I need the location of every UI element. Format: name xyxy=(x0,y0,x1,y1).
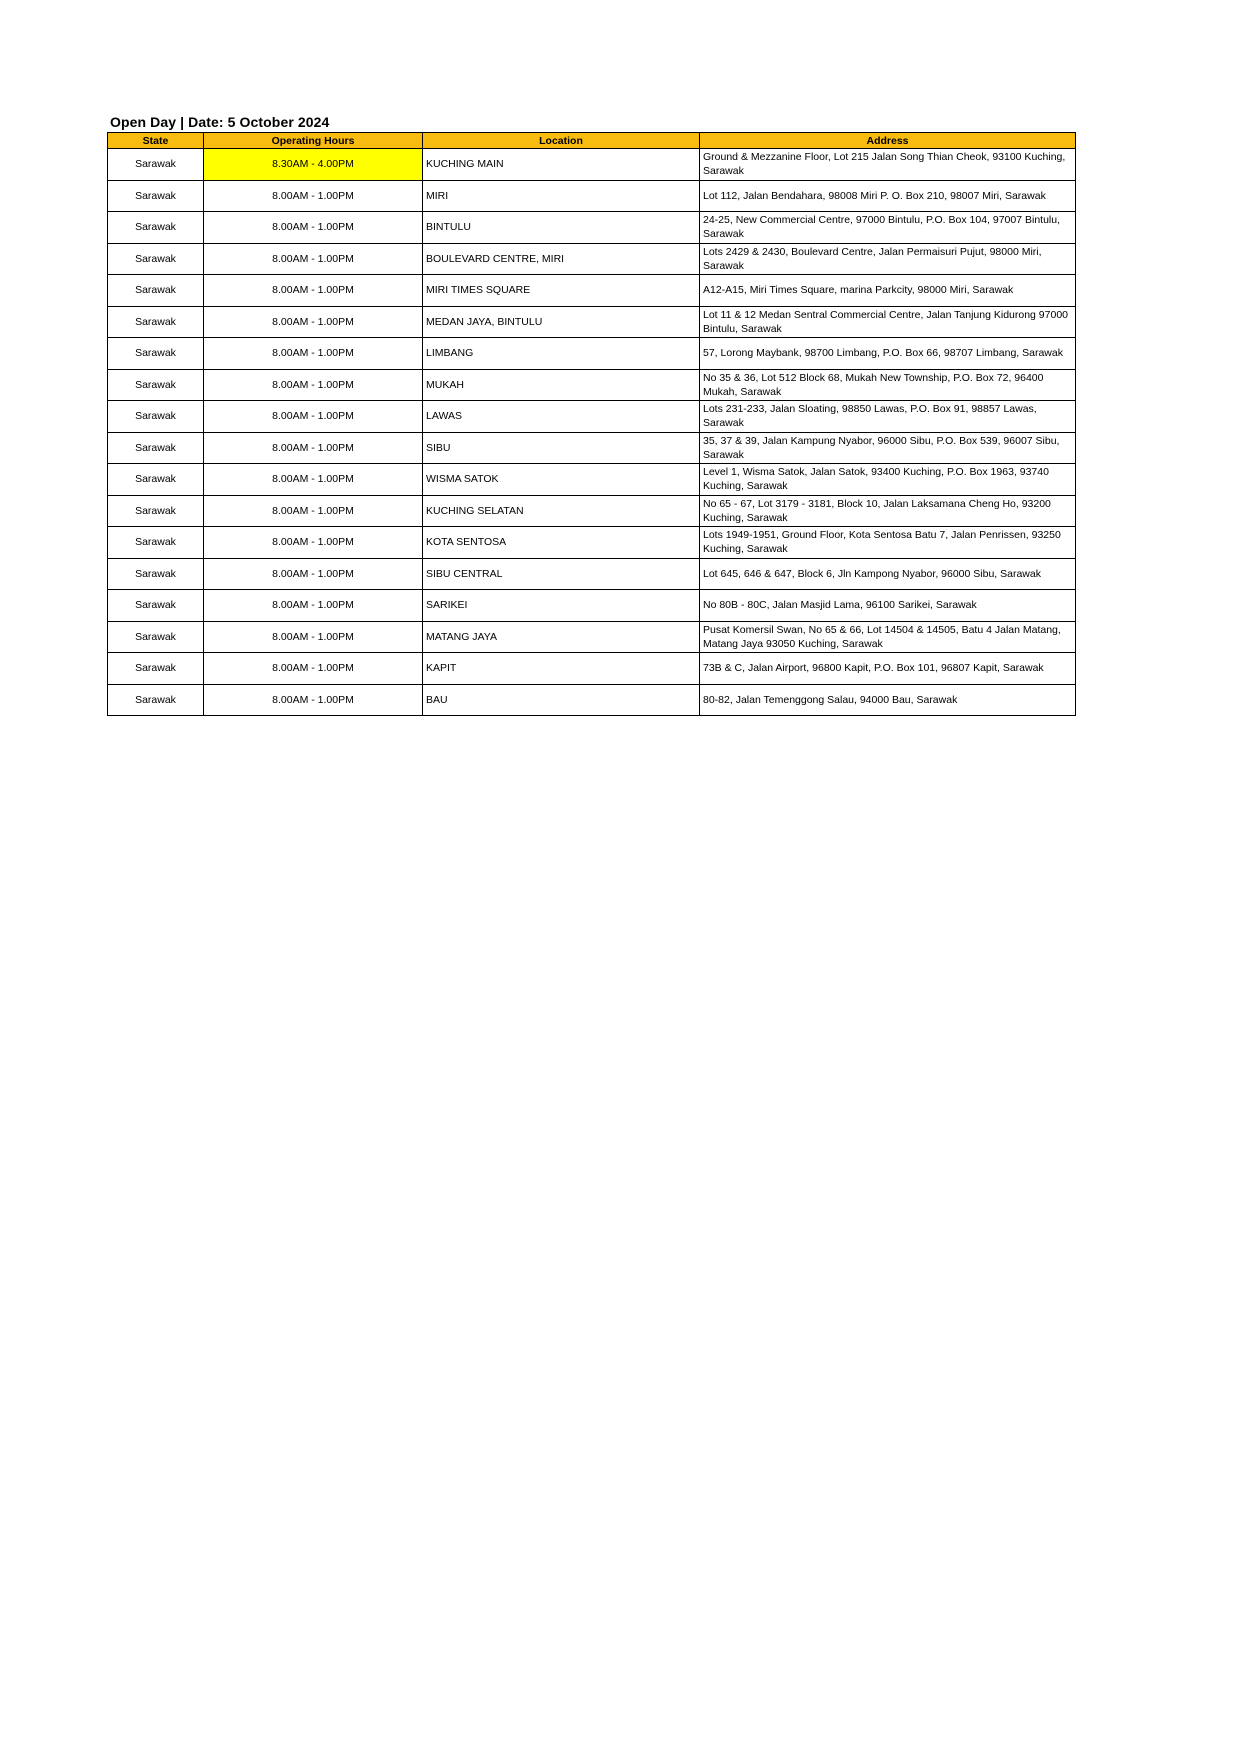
cell-location: SIBU xyxy=(423,432,700,464)
cell-location: BAU xyxy=(423,684,700,716)
cell-state: Sarawak xyxy=(108,653,204,685)
cell-address: No 80B - 80C, Jalan Masjid Lama, 96100 Sarikei, Sarawak xyxy=(700,590,1076,622)
cell-state: Sarawak xyxy=(108,684,204,716)
cell-state: Sarawak xyxy=(108,306,204,338)
cell-address: Lot 645, 646 & 647, Block 6, Jln Kampong Nyabor, 96000 Sibu, Sarawak xyxy=(700,558,1076,590)
header-operating-hours: Operating Hours xyxy=(204,133,423,149)
cell-state: Sarawak xyxy=(108,243,204,275)
cell-location: LIMBANG xyxy=(423,338,700,370)
cell-address: 24-25, New Commercial Centre, 97000 Bintulu, P.O. Box 104, 97007 Bintulu, Sarawak xyxy=(700,212,1076,244)
cell-operating-hours: 8.00AM - 1.00PM xyxy=(204,212,423,244)
cell-state: Sarawak xyxy=(108,401,204,433)
cell-operating-hours: 8.00AM - 1.00PM xyxy=(204,558,423,590)
cell-location: KUCHING MAIN xyxy=(423,149,700,181)
cell-operating-hours: 8.00AM - 1.00PM xyxy=(204,306,423,338)
cell-address: No 35 & 36, Lot 512 Block 68, Mukah New Township, P.O. Box 72, 96400 Mukah, Sarawak xyxy=(700,369,1076,401)
table-row xyxy=(108,653,1076,685)
cell-operating-hours: 8.30AM - 4.00PM xyxy=(204,149,423,181)
cell-operating-hours: 8.00AM - 1.00PM xyxy=(204,464,423,496)
cell-address: 35, 37 & 39, Jalan Kampung Nyabor, 96000 Sibu, P.O. Box 539, 96007 Sibu, Sarawak xyxy=(700,432,1076,464)
cell-address: Lots 2429 & 2430, Boulevard Centre, Jalan Permaisuri Pujut, 98000 Miri, Sarawak xyxy=(700,243,1076,275)
table-row xyxy=(108,527,1076,559)
cell-operating-hours: 8.00AM - 1.00PM xyxy=(204,527,423,559)
table-row xyxy=(108,180,1076,212)
cell-address: 57, Lorong Maybank, 98700 Limbang, P.O. Box 66, 98707 Limbang, Sarawak xyxy=(700,338,1076,370)
cell-operating-hours: 8.00AM - 1.00PM xyxy=(204,432,423,464)
table-row xyxy=(108,306,1076,338)
table-row xyxy=(108,590,1076,622)
table-row xyxy=(108,684,1076,716)
cell-location: MATANG JAYA xyxy=(423,621,700,653)
cell-operating-hours: 8.00AM - 1.00PM xyxy=(204,338,423,370)
cell-address: A12-A15, Miri Times Square, marina Parkcity, 98000 Miri, Sarawak xyxy=(700,275,1076,307)
cell-operating-hours: 8.00AM - 1.00PM xyxy=(204,590,423,622)
table-row xyxy=(108,338,1076,370)
cell-location: KOTA SENTOSA xyxy=(423,527,700,559)
cell-location: WISMA SATOK xyxy=(423,464,700,496)
cell-address: Lot 112, Jalan Bendahara, 98008 Miri P. O. Box 210, 98007 Miri, Sarawak xyxy=(700,180,1076,212)
cell-state: Sarawak xyxy=(108,590,204,622)
cell-state: Sarawak xyxy=(108,212,204,244)
branch-schedule-table xyxy=(107,132,1076,716)
table-row xyxy=(108,275,1076,307)
table-header-row xyxy=(108,133,1076,149)
cell-operating-hours: 8.00AM - 1.00PM xyxy=(204,275,423,307)
table-row xyxy=(108,495,1076,527)
cell-address: 80-82, Jalan Temenggong Salau, 94000 Bau, Sarawak xyxy=(700,684,1076,716)
table-row xyxy=(108,212,1076,244)
table-row xyxy=(108,558,1076,590)
cell-operating-hours: 8.00AM - 1.00PM xyxy=(204,621,423,653)
cell-location: MUKAH xyxy=(423,369,700,401)
cell-operating-hours: 8.00AM - 1.00PM xyxy=(204,653,423,685)
cell-address: Lots 231-233, Jalan Sloating, 98850 Lawas, P.O. Box 91, 98857 Lawas, Sarawak xyxy=(700,401,1076,433)
cell-address: 73B & C, Jalan Airport, 96800 Kapit, P.O. Box 101, 96807 Kapit, Sarawak xyxy=(700,653,1076,685)
header-state: State xyxy=(108,133,204,149)
header-location: Location xyxy=(423,133,700,149)
cell-state: Sarawak xyxy=(108,275,204,307)
page-title: Open Day | Date: 5 October 2024 xyxy=(110,114,330,130)
cell-location: BINTULU xyxy=(423,212,700,244)
cell-operating-hours: 8.00AM - 1.00PM xyxy=(204,243,423,275)
cell-location: LAWAS xyxy=(423,401,700,433)
table-row xyxy=(108,401,1076,433)
cell-state: Sarawak xyxy=(108,495,204,527)
cell-address: Ground & Mezzanine Floor, Lot 215 Jalan Song Thian Cheok, 93100 Kuching, Sarawak xyxy=(700,149,1076,181)
cell-location: KAPIT xyxy=(423,653,700,685)
cell-state: Sarawak xyxy=(108,369,204,401)
cell-location: MIRI TIMES SQUARE xyxy=(423,275,700,307)
cell-location: MEDAN JAYA, BINTULU xyxy=(423,306,700,338)
cell-location: SIBU CENTRAL xyxy=(423,558,700,590)
table-row xyxy=(108,149,1076,181)
cell-state: Sarawak xyxy=(108,527,204,559)
table-row xyxy=(108,621,1076,653)
cell-state: Sarawak xyxy=(108,464,204,496)
cell-location: BOULEVARD CENTRE, MIRI xyxy=(423,243,700,275)
cell-operating-hours: 8.00AM - 1.00PM xyxy=(204,369,423,401)
cell-address: Lots 1949-1951, Ground Floor, Kota Sentosa Batu 7, Jalan Penrissen, 93250 Kuching, Sarawak xyxy=(700,527,1076,559)
cell-address: Lot 11 & 12 Medan Sentral Commercial Centre, Jalan Tanjung Kidurong 97000 Bintulu, Sarawak xyxy=(700,306,1076,338)
cell-location: MIRI xyxy=(423,180,700,212)
cell-address: Pusat Komersil Swan, No 65 & 66, Lot 14504 & 14505, Batu 4 Jalan Matang, Matang Jaya 93050 Kuching, Sarawak xyxy=(700,621,1076,653)
cell-location: KUCHING SELATAN xyxy=(423,495,700,527)
cell-state: Sarawak xyxy=(108,432,204,464)
cell-operating-hours: 8.00AM - 1.00PM xyxy=(204,401,423,433)
cell-state: Sarawak xyxy=(108,149,204,181)
cell-operating-hours: 8.00AM - 1.00PM xyxy=(204,495,423,527)
cell-state: Sarawak xyxy=(108,558,204,590)
cell-operating-hours: 8.00AM - 1.00PM xyxy=(204,684,423,716)
cell-state: Sarawak xyxy=(108,338,204,370)
table-row xyxy=(108,464,1076,496)
cell-address: Level 1, Wisma Satok, Jalan Satok, 93400 Kuching, P.O. Box 1963, 93740 Kuching, Sarawak xyxy=(700,464,1076,496)
table-row xyxy=(108,369,1076,401)
table-row xyxy=(108,432,1076,464)
header-address: Address xyxy=(700,133,1076,149)
table-row xyxy=(108,243,1076,275)
cell-state: Sarawak xyxy=(108,180,204,212)
cell-location: SARIKEI xyxy=(423,590,700,622)
cell-address: No 65 - 67, Lot 3179 - 3181, Block 10, Jalan Laksamana Cheng Ho, 93200 Kuching, Sarawak xyxy=(700,495,1076,527)
cell-state: Sarawak xyxy=(108,621,204,653)
cell-operating-hours: 8.00AM - 1.00PM xyxy=(204,180,423,212)
